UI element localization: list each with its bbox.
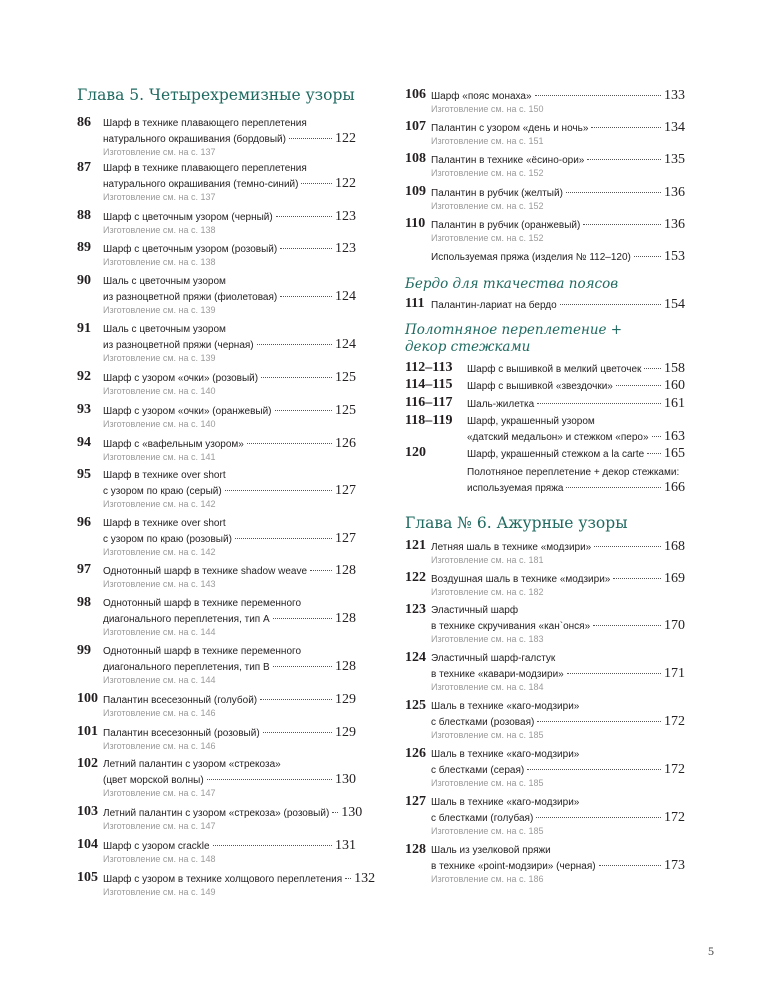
entry-page-number: 169 — [664, 571, 685, 586]
chapter-5-title: Глава 5. Четырехремизные узоры — [77, 86, 355, 104]
entry-number: 127 — [405, 794, 426, 809]
dot-leader — [289, 138, 332, 139]
entry-title-line — [431, 217, 685, 232]
entry-body — [431, 603, 685, 645]
entry-reference: Изготовление см. на с. 186 — [431, 874, 544, 884]
entry-title-line — [103, 337, 356, 352]
entry-title-line — [431, 762, 685, 777]
entry-reference: Изготовление см. на с. 140 — [103, 386, 216, 396]
entry-reference: Изготовление см. на с. 137 — [103, 192, 216, 202]
entry-number: 98 — [77, 595, 91, 610]
dot-leader — [207, 779, 332, 780]
entry-page-number: 173 — [664, 858, 685, 873]
entry-title-text: Палантин в рубчик (желтый) — [431, 188, 563, 199]
entry-title-line: Шаль из узелковой пряжи — [431, 845, 551, 856]
entry-title-text: Палантин в рубчик (оранжевый) — [431, 220, 581, 231]
dot-leader — [276, 216, 332, 217]
entry-title-line — [431, 714, 685, 729]
entry-title-line — [103, 563, 356, 578]
entry-title-line — [431, 539, 685, 554]
entry-number: 86 — [77, 115, 91, 130]
entry-body — [103, 596, 356, 638]
entry-page-number: 122 — [335, 176, 356, 191]
entry-page-number: 124 — [335, 289, 356, 304]
dot-leader — [263, 732, 332, 733]
section-berdo-title: Бердо для ткачества поясов — [405, 276, 619, 292]
entry-reference: Изготовление см. на с. 181 — [431, 555, 544, 565]
entry-title-line: Эластичный шарф-галстук — [431, 653, 556, 664]
entry-number: 97 — [77, 562, 91, 577]
entry-title-line: Шарф в технике over short — [103, 518, 226, 529]
entry-title-line — [431, 810, 685, 825]
entry-title-text: Палантин-лариат на бердо — [431, 300, 557, 311]
entry-body — [103, 322, 356, 364]
page-number: 5 — [708, 944, 714, 958]
entry-number: 128 — [405, 842, 426, 857]
entry-reference: Изготовление см. на с. 150 — [431, 104, 544, 114]
entry-title-line — [431, 152, 685, 167]
entry-reference: Изготовление см. на с. 147 — [103, 788, 216, 798]
entry-title-text: Шарф с «вафельным узором» — [103, 439, 244, 450]
entry-title-line: Шаль в технике «каго-модзири» — [431, 797, 580, 808]
entry-body — [467, 378, 685, 393]
dot-leader — [647, 453, 661, 454]
entry-body — [431, 539, 685, 566]
dot-leader — [560, 304, 661, 305]
entry-title-line — [431, 88, 685, 103]
dot-leader — [261, 377, 332, 378]
entry-page-number: 132 — [354, 871, 376, 886]
dot-leader — [566, 192, 661, 193]
entry-body — [103, 468, 356, 510]
entry-title-line — [103, 725, 356, 740]
entry-title-line — [103, 659, 356, 674]
dot-leader — [332, 812, 338, 813]
entry-title-line — [431, 297, 685, 312]
dot-leader — [225, 490, 332, 491]
entry-title-text: в технике «point-модзири» (черная) — [431, 861, 596, 872]
entry-title-line — [103, 289, 356, 304]
entry-number: 109 — [405, 184, 426, 199]
entry-body — [431, 217, 685, 244]
entry-title-text: Шарф с вышивкой в мелкий цветочек — [467, 364, 642, 375]
dot-leader — [301, 183, 332, 184]
entry-body — [103, 161, 356, 203]
entry-body — [431, 88, 685, 115]
entry-page-number: 122 — [335, 131, 356, 146]
entry-title-text: с блестками (серая) — [431, 765, 525, 776]
entry-page-number: 153 — [664, 249, 685, 264]
entry-title-text: Палантин с узором «день и ночь» — [431, 123, 589, 134]
entry-page-number: 123 — [335, 241, 356, 256]
dot-leader — [273, 666, 332, 667]
entry-reference: Изготовление см. на с. 184 — [431, 682, 544, 692]
entry-number: 102 — [77, 756, 98, 771]
dot-leader — [652, 436, 661, 437]
entry-reference: Изготовление см. на с. 137 — [103, 147, 216, 157]
entry-title-text: Шарф с вышивкой «звездочки» — [467, 381, 613, 392]
entry-page-number: 168 — [664, 539, 685, 554]
entry-title-line — [103, 403, 356, 418]
dot-leader — [583, 224, 661, 225]
entry-title-text: Палантин в технике «ёсино-ори» — [431, 155, 585, 166]
entry-page-number: 128 — [335, 659, 356, 674]
entry-title-line — [103, 131, 356, 146]
entry-title-text: Шарф с узором в технике холщового переплетения — [103, 874, 343, 885]
entry-title-text: Шарф с узором «очки» (розовый) — [103, 373, 259, 384]
dot-leader — [247, 443, 332, 444]
entry-body — [103, 805, 363, 832]
entry-title-line: Шаль с цветочным узором — [103, 324, 226, 335]
entry-body — [467, 414, 685, 444]
dot-leader — [527, 769, 661, 770]
entry-number: 124 — [405, 650, 426, 665]
entry-title-line — [431, 858, 685, 873]
entry-page-number: 123 — [335, 209, 356, 224]
entry-page-number: 165 — [664, 446, 685, 461]
entry-number: 104 — [77, 837, 98, 852]
entry-reference: Изготовление см. на с. 183 — [431, 634, 544, 644]
entry-title-text: Летняя шаль в технике «модзири» — [431, 542, 592, 553]
entry-body — [103, 116, 356, 158]
entry-number: 95 — [77, 467, 91, 482]
entry-title-line: Однотонный шарф в технике переменного — [103, 598, 302, 609]
dot-leader — [310, 570, 332, 571]
entry-body — [103, 241, 356, 268]
entry-body — [431, 571, 685, 598]
entry-page-number: 127 — [335, 531, 356, 546]
entry-number: 90 — [77, 273, 91, 288]
entry-number: 96 — [77, 515, 91, 530]
entry-title-text: Шарф с цветочным узором (розовый) — [103, 244, 278, 255]
entry-title-line: Шаль в технике «каго-модзири» — [431, 749, 580, 760]
entry-title-line: Шаль в технике «каго-модзири» — [431, 701, 580, 712]
entry-number: 99 — [77, 643, 91, 658]
entry-number: 88 — [77, 208, 91, 223]
entry-body — [103, 692, 356, 719]
entry-title-text: натурального окрашивания (бордовый) — [103, 134, 286, 145]
entry-body — [103, 725, 356, 752]
entry-title-line — [103, 176, 356, 191]
entry-number: 126 — [405, 746, 426, 761]
dot-leader — [587, 159, 661, 160]
entry-reference: Изготовление см. на с. 142 — [103, 499, 216, 509]
entry-title-line — [103, 370, 356, 385]
entry-title-text: Летний палантин с узором «стрекоза» (розовый) — [103, 808, 330, 819]
dot-leader — [275, 410, 332, 411]
dot-leader — [644, 368, 661, 369]
entry-title-line — [103, 611, 356, 626]
entry-title-text: натурального окрашивания (темно-синий) — [103, 179, 299, 190]
entry-reference: Изготовление см. на с. 185 — [431, 730, 544, 740]
entry-body — [467, 465, 685, 495]
entry-reference: Изготовление см. на с. 142 — [103, 547, 216, 557]
entry-title-line: Полотняное переплетение + декор стежками: — [467, 467, 680, 478]
entry-title-text: Используемая пряжа (изделия № 112–120) — [431, 252, 631, 263]
entry-reference: Изготовление см. на с. 141 — [103, 452, 216, 462]
entry-body — [103, 209, 356, 236]
entry-reference: Изготовление см. на с. 185 — [431, 826, 544, 836]
entry-title-text: из разноцветной пряжи (черная) — [103, 340, 254, 351]
entry-title-text: Шарф с узором «очки» (оранжевый) — [103, 406, 272, 417]
entry-title-line — [467, 429, 685, 444]
entry-page-number: 128 — [335, 563, 356, 578]
entry-reference: Изготовление см. на с. 151 — [431, 136, 544, 146]
entry-body — [431, 651, 685, 693]
entry-title-line: Шарф, украшенный узором — [467, 416, 595, 427]
entry-title-line — [103, 483, 356, 498]
entry-title-text: (цвет морской волны) — [103, 775, 204, 786]
entry-page-number: 161 — [664, 396, 685, 411]
entry-reference: Изготовление см. на с. 140 — [103, 419, 216, 429]
entry-reference: Изготовление см. на с. 152 — [431, 201, 544, 211]
entry-title-text: используемая пряжа — [467, 483, 564, 494]
dot-leader — [591, 127, 661, 128]
entry-body — [103, 516, 356, 558]
entry-page-number: 154 — [664, 297, 685, 312]
entry-title-line — [103, 436, 356, 451]
entry-reference: Изготовление см. на с. 143 — [103, 579, 216, 589]
entry-reference: Изготовление см. на с. 146 — [103, 708, 216, 718]
entry-title-text: с блестками (розовая) — [431, 717, 535, 728]
entry-number: 89 — [77, 240, 91, 255]
entry-title-text: в технике «кавари-модзири» — [431, 669, 564, 680]
entry-page-number: 124 — [335, 337, 356, 352]
section-plain-weave-title: Полотняное переплетение + декор стежками — [405, 322, 623, 355]
entry-number: 120 — [405, 445, 426, 460]
entry-title-line — [103, 838, 356, 853]
dot-leader — [235, 538, 332, 539]
entry-title-text: диагонального переплетения, тип B — [103, 662, 270, 673]
entry-number: 91 — [77, 321, 91, 336]
entry-title-text: Шарф «пояс монаха» — [431, 91, 532, 102]
entry-body — [431, 795, 685, 837]
dot-leader — [345, 878, 351, 879]
entry-page-number: 160 — [664, 378, 685, 393]
dot-leader — [257, 344, 332, 345]
entry-body — [431, 249, 685, 264]
entry-title-line: Шаль с цветочным узором — [103, 276, 226, 287]
entry-number: 101 — [77, 724, 98, 739]
entry-number: 92 — [77, 369, 91, 384]
entry-number: 100 — [77, 691, 98, 706]
entry-reference: Изготовление см. на с. 147 — [103, 821, 216, 831]
entry-reference: Изготовление см. на с. 182 — [431, 587, 544, 597]
entry-page-number: 172 — [664, 810, 685, 825]
entry-title-text: Однотонный шарф в технике shadow weave — [103, 566, 308, 577]
dot-leader — [593, 625, 661, 626]
entry-body — [103, 563, 356, 590]
entry-page-number: 126 — [335, 436, 356, 451]
entry-number: 114–115 — [405, 377, 453, 392]
dot-leader — [599, 865, 661, 866]
entry-page-number: 166 — [664, 480, 685, 495]
entry-number: 103 — [77, 804, 98, 819]
entry-page-number: 163 — [664, 429, 685, 444]
entry-number: 87 — [77, 160, 91, 175]
entry-title-line — [431, 249, 685, 264]
entry-page-number: 136 — [664, 185, 685, 200]
entry-reference: Изготовление см. на с. 146 — [103, 741, 216, 751]
entry-page-number: 172 — [664, 714, 685, 729]
dot-leader — [537, 721, 661, 722]
entry-title-line — [103, 692, 356, 707]
entry-title-line — [103, 531, 356, 546]
entry-page-number: 172 — [664, 762, 685, 777]
entry-body — [431, 747, 685, 789]
entry-title-line — [431, 618, 685, 633]
entry-number: 111 — [405, 296, 425, 311]
entry-number: 112–113 — [405, 360, 453, 375]
entry-reference: Изготовление см. на с. 144 — [103, 627, 216, 637]
dot-leader — [280, 248, 332, 249]
entry-body — [431, 297, 685, 312]
entry-title-line: Однотонный шарф в технике переменного — [103, 646, 302, 657]
entry-reference: Изготовление см. на с. 185 — [431, 778, 544, 788]
entry-title-line — [431, 120, 685, 135]
entry-reference: Изготовление см. на с. 139 — [103, 353, 216, 363]
entry-title-line — [467, 378, 685, 393]
dot-leader — [537, 403, 661, 404]
entry-title-line — [431, 666, 685, 681]
entry-page-number: 136 — [664, 217, 685, 232]
entry-title-line — [431, 185, 685, 200]
entry-title-line — [467, 480, 685, 495]
entry-title-text: из разноцветной пряжи (фиолетовая) — [103, 292, 278, 303]
entry-title-line — [103, 772, 356, 787]
entry-title-text: Палантин всесезонный (голубой) — [103, 695, 258, 706]
entry-body — [431, 152, 685, 179]
entry-title-line — [103, 805, 363, 820]
dot-leader — [280, 296, 332, 297]
entry-reference: Изготовление см. на с. 149 — [103, 887, 216, 897]
entry-body — [103, 757, 356, 799]
entry-number: 107 — [405, 119, 426, 134]
entry-number: 125 — [405, 698, 426, 713]
chapter-6-title: Глава № 6. Ажурные узоры — [405, 514, 628, 532]
entry-page-number: 158 — [664, 361, 685, 376]
entry-page-number: 130 — [335, 772, 356, 787]
dot-leader — [273, 618, 332, 619]
entry-reference: Изготовление см. на с. 139 — [103, 305, 216, 315]
entry-title-text: Шарф, украшенный стежком a la carte — [467, 449, 645, 460]
dot-leader — [594, 546, 661, 547]
entry-title-line — [103, 871, 376, 886]
entry-title-line: Шарф в технике over short — [103, 470, 226, 481]
entry-title-text: Воздушная шаль в технике «модзири» — [431, 574, 611, 585]
entry-number: 94 — [77, 435, 91, 450]
entry-body — [103, 871, 376, 898]
entry-number: 123 — [405, 602, 426, 617]
entry-number: 116–117 — [405, 395, 453, 410]
entry-title-text: с узором по краю (серый) — [103, 486, 222, 497]
entry-page-number: 171 — [664, 666, 685, 681]
entry-reference: Изготовление см. на с. 138 — [103, 225, 216, 235]
entry-body — [431, 699, 685, 741]
entry-title-text: с узором по краю (розовый) — [103, 534, 232, 545]
entry-body — [103, 274, 356, 316]
entry-page-number: 134 — [664, 120, 685, 135]
entry-body — [431, 843, 685, 885]
entry-title-line — [467, 396, 685, 411]
dot-leader — [213, 845, 332, 846]
dot-leader — [536, 817, 661, 818]
entry-page-number: 135 — [664, 152, 685, 167]
entry-title-text: Палантин всесезонный (розовый) — [103, 728, 260, 739]
entry-body — [467, 361, 685, 376]
entry-title-text: Шарф с цветочным узором (черный) — [103, 212, 273, 223]
entry-page-number: 129 — [335, 725, 356, 740]
entry-number: 118–119 — [405, 413, 453, 428]
entry-page-number: 170 — [664, 618, 685, 633]
entry-title-line — [467, 361, 685, 376]
entry-number: 93 — [77, 402, 91, 417]
entry-title-line — [103, 209, 356, 224]
entry-number: 108 — [405, 151, 426, 166]
entry-body — [431, 185, 685, 212]
entry-body — [103, 403, 356, 430]
entry-number: 121 — [405, 538, 426, 553]
entry-title-line: Эластичный шарф — [431, 605, 519, 616]
dot-leader — [260, 699, 332, 700]
dot-leader — [616, 385, 661, 386]
entry-number: 110 — [405, 216, 426, 231]
entry-page-number: 133 — [664, 88, 685, 103]
entry-title-line: Шарф в технике плавающего переплетения — [103, 163, 307, 174]
entry-title-text: диагонального переплетения, тип A — [103, 614, 270, 625]
entry-page-number: 125 — [335, 370, 356, 385]
entry-page-number: 125 — [335, 403, 356, 418]
entry-body — [103, 370, 356, 397]
entry-reference: Изготовление см. на с. 138 — [103, 257, 216, 267]
entry-reference: Изготовление см. на с. 152 — [431, 233, 544, 243]
entry-page-number: 127 — [335, 483, 356, 498]
entry-reference: Изготовление см. на с. 152 — [431, 168, 544, 178]
entry-title-text: Шарф с узором crackle — [103, 841, 210, 852]
dot-leader — [567, 673, 661, 674]
entry-page-number: 129 — [335, 692, 356, 707]
dot-leader — [535, 95, 661, 96]
entry-body — [467, 446, 685, 461]
entry-body — [431, 120, 685, 147]
entry-reference: Изготовление см. на с. 148 — [103, 854, 216, 864]
entry-reference: Изготовление см. на с. 144 — [103, 675, 216, 685]
entry-title-text: Шаль-жилетка — [467, 399, 535, 410]
entry-title-line: Летний палантин с узором «стрекоза» — [103, 759, 281, 770]
dot-leader — [613, 578, 661, 579]
entry-title-text: «датский медальон» и стежком «перо» — [467, 432, 649, 443]
entry-page-number: 131 — [335, 838, 356, 853]
entry-title-line — [103, 241, 356, 256]
entry-number: 122 — [405, 570, 426, 585]
entry-title-line — [467, 446, 685, 461]
entry-body — [103, 644, 356, 686]
entry-page-number: 128 — [335, 611, 356, 626]
entry-title-line — [431, 571, 685, 586]
entry-body — [467, 396, 685, 411]
dot-leader — [634, 256, 661, 257]
entry-title-text: в технике скручивания «кан`онся» — [431, 621, 591, 632]
entry-body — [103, 838, 356, 865]
entry-title-text: с блестками (голубая) — [431, 813, 534, 824]
entry-title-line: Шарф в технике плавающего переплетения — [103, 118, 307, 129]
entry-number: 105 — [77, 870, 98, 885]
entry-body — [103, 436, 356, 463]
entry-page-number: 130 — [341, 805, 363, 820]
dot-leader — [566, 487, 661, 488]
entry-number: 106 — [405, 87, 426, 102]
